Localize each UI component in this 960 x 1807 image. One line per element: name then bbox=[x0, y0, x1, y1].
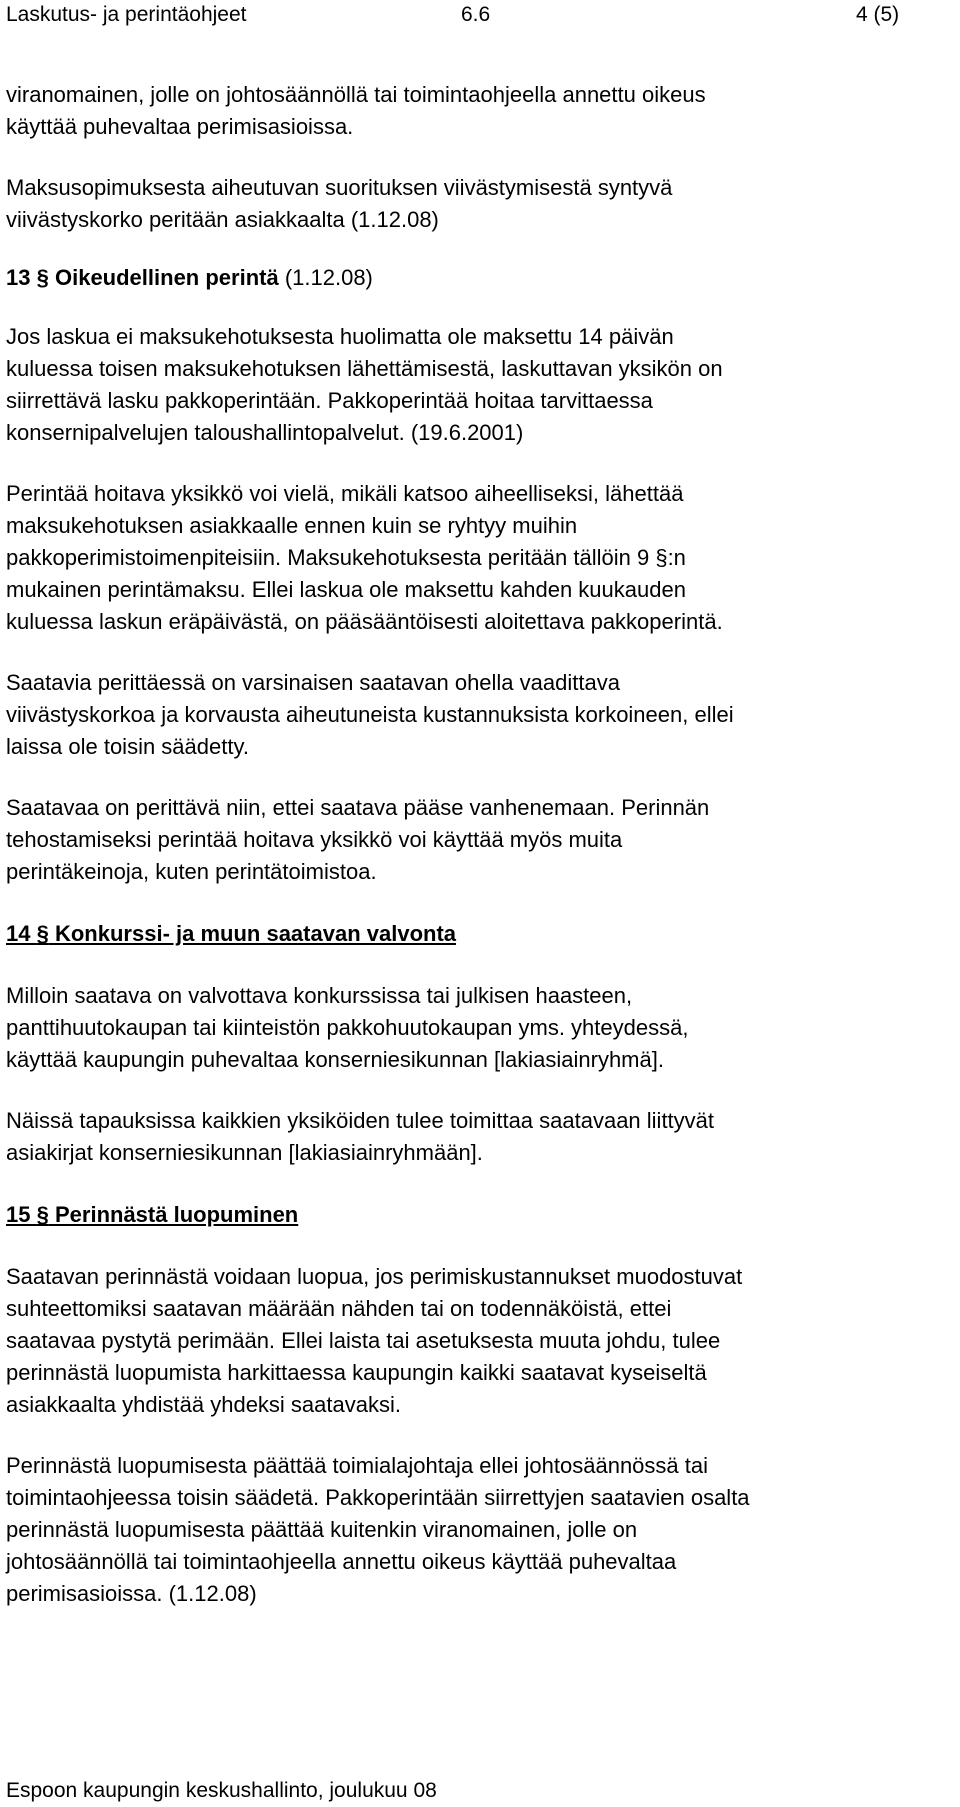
section-number: 13 bbox=[6, 265, 31, 290]
text-line: panttihuutokaupan tai kiinteistön pakkohuutokaupan yms. yhteydessä, bbox=[6, 1015, 689, 1040]
text-line: Maksusopimuksesta aiheutuvan suorituksen viivästymisestä syntyvä bbox=[6, 175, 673, 200]
text-line: asiakirjat konserniesikunnan [lakiasiainryhmään]. bbox=[6, 1140, 483, 1165]
section-sign: § bbox=[36, 921, 49, 946]
page-footer: Espoon kaupungin keskushallinto, joulukuu 08 bbox=[6, 1779, 437, 1802]
section-title: Konkurssi- ja muun saatavan valvonta bbox=[54, 921, 457, 946]
paragraph-5 bbox=[6, 667, 956, 763]
text-line: suhteettomiksi saatavan määrään nähden tai on todennäköistä, ettei bbox=[6, 1296, 672, 1321]
text-line: asiakkaalta yhdistää yhdeksi saatavaksi. bbox=[6, 1392, 401, 1417]
text-line: perimisasioissa. (1.12.08) bbox=[6, 1581, 257, 1606]
section-heading-14 bbox=[6, 918, 956, 950]
paragraph-1 bbox=[6, 79, 956, 143]
document-title: Laskutus- ja perintäohjeet bbox=[6, 3, 247, 26]
text-line: perinnästä luopumisesta päättää kuitenkin viranomainen, jolle on bbox=[6, 1517, 638, 1542]
text-line: viivästyskorkoa ja korvausta aiheutuneista kustannuksista korkoineen, ellei bbox=[6, 702, 734, 727]
section-date: (1.12.08) bbox=[284, 265, 373, 290]
text-line: konsernipalvelujen taloushallintopalvelut. (19.6.2001) bbox=[6, 420, 524, 445]
text-line: Perinnästä luopumisesta päättää toimialajohtaja ellei johtosäännössä tai bbox=[6, 1453, 709, 1478]
paragraph-7 bbox=[6, 980, 956, 1076]
text-line: johtosäännöllä tai toimintaohjeella annettu oikeus käyttää puhevaltaa bbox=[6, 1549, 677, 1574]
text-line: saatavaa pystytä perimään. Ellei laista tai asetuksesta muuta johdu, tulee bbox=[6, 1328, 721, 1353]
text-line: perintäkeinoja, kuten perintätoimistoa. bbox=[6, 859, 377, 884]
text-line: Jos laskua ei maksukehotuksesta huolimatta ole maksettu 14 päivän bbox=[6, 324, 674, 349]
text-line: viivästyskorko peritään asiakkaalta (1.12.08) bbox=[6, 207, 439, 232]
page-header bbox=[0, 0, 960, 44]
section-sign: § bbox=[36, 1202, 49, 1227]
text-line: tehostamiseksi perintää hoitava yksikkö voi käyttää myös muita bbox=[6, 827, 623, 852]
paragraph-6 bbox=[6, 792, 956, 888]
text-line: maksukehotuksen asiakkaalle ennen kuin se ryhtyy muihin bbox=[6, 513, 578, 538]
text-line: Milloin saatava on valvottava konkurssissa tai julkisen haasteen, bbox=[6, 983, 633, 1008]
text-line: Saatavan perinnästä voidaan luopua, jos perimiskustannukset muodostuvat bbox=[6, 1264, 743, 1289]
text-line: perinnästä luopumista harkittaessa kaupungin kaikki saatavat kyseiseltä bbox=[6, 1360, 707, 1385]
paragraph-8 bbox=[6, 1105, 956, 1169]
section-heading-13 bbox=[6, 262, 956, 294]
text-line: viranomainen, jolle on johtosäännöllä tai toimintaohjeella annettu oikeus bbox=[6, 82, 706, 107]
section-title: Oikeudellinen perintä bbox=[54, 265, 279, 290]
paragraph-3 bbox=[6, 321, 956, 449]
text-line: mukainen perintämaksu. Ellei laskua ole maksettu kahden kuukauden bbox=[6, 577, 686, 602]
text-line: pakkoperimistoimenpiteisiin. Maksukehotuksesta peritään tällöin 9 §:n bbox=[6, 545, 686, 570]
text-line: käyttää kaupungin puhevaltaa konserniesikunnan [lakiasiainryhmä]. bbox=[6, 1047, 664, 1072]
document-body bbox=[6, 79, 956, 1639]
paragraph-9 bbox=[6, 1261, 956, 1421]
section-number: 6.6 bbox=[461, 3, 491, 26]
text-line: laissa ole toisin säädetty. bbox=[6, 734, 249, 759]
text-line: Perintää hoitava yksikkö voi vielä, mikäli katsoo aiheelliseksi, lähettää bbox=[6, 481, 684, 506]
page-number: 4 (5) bbox=[856, 3, 900, 26]
section-sign: § bbox=[36, 265, 49, 290]
text-line: käyttää puhevaltaa perimisasioissa. bbox=[6, 114, 354, 139]
paragraph-10 bbox=[6, 1450, 956, 1610]
text-line: Saatavaa on perittävä niin, ettei saatava pääse vanhenemaan. Perinnän bbox=[6, 795, 710, 820]
paragraph-2 bbox=[6, 172, 956, 236]
text-line: kuluessa toisen maksukehotuksen lähettämisestä, laskuttavan yksikön on bbox=[6, 356, 723, 381]
section-number: 15 bbox=[6, 1202, 31, 1227]
text-line: Saatavia perittäessä on varsinaisen saatavan ohella vaadittava bbox=[6, 670, 620, 695]
paragraph-4 bbox=[6, 478, 956, 638]
text-line: toimintaohjeessa toisin säädetä. Pakkoperintään siirrettyjen saatavien osalta bbox=[6, 1485, 750, 1510]
text-line: kuluessa laskun eräpäivästä, on pääsääntöisesti aloitettava pakkoperintä. bbox=[6, 609, 723, 634]
text-line: siirrettävä lasku pakkoperintään. Pakkoperintää hoitaa tarvittaessa bbox=[6, 388, 653, 413]
text-line: Näissä tapauksissa kaikkien yksiköiden tulee toimittaa saatavaan liittyvät bbox=[6, 1108, 715, 1133]
section-title: Perinnästä luopuminen bbox=[54, 1202, 299, 1227]
section-heading-15 bbox=[6, 1199, 956, 1231]
section-number: 14 bbox=[6, 921, 31, 946]
